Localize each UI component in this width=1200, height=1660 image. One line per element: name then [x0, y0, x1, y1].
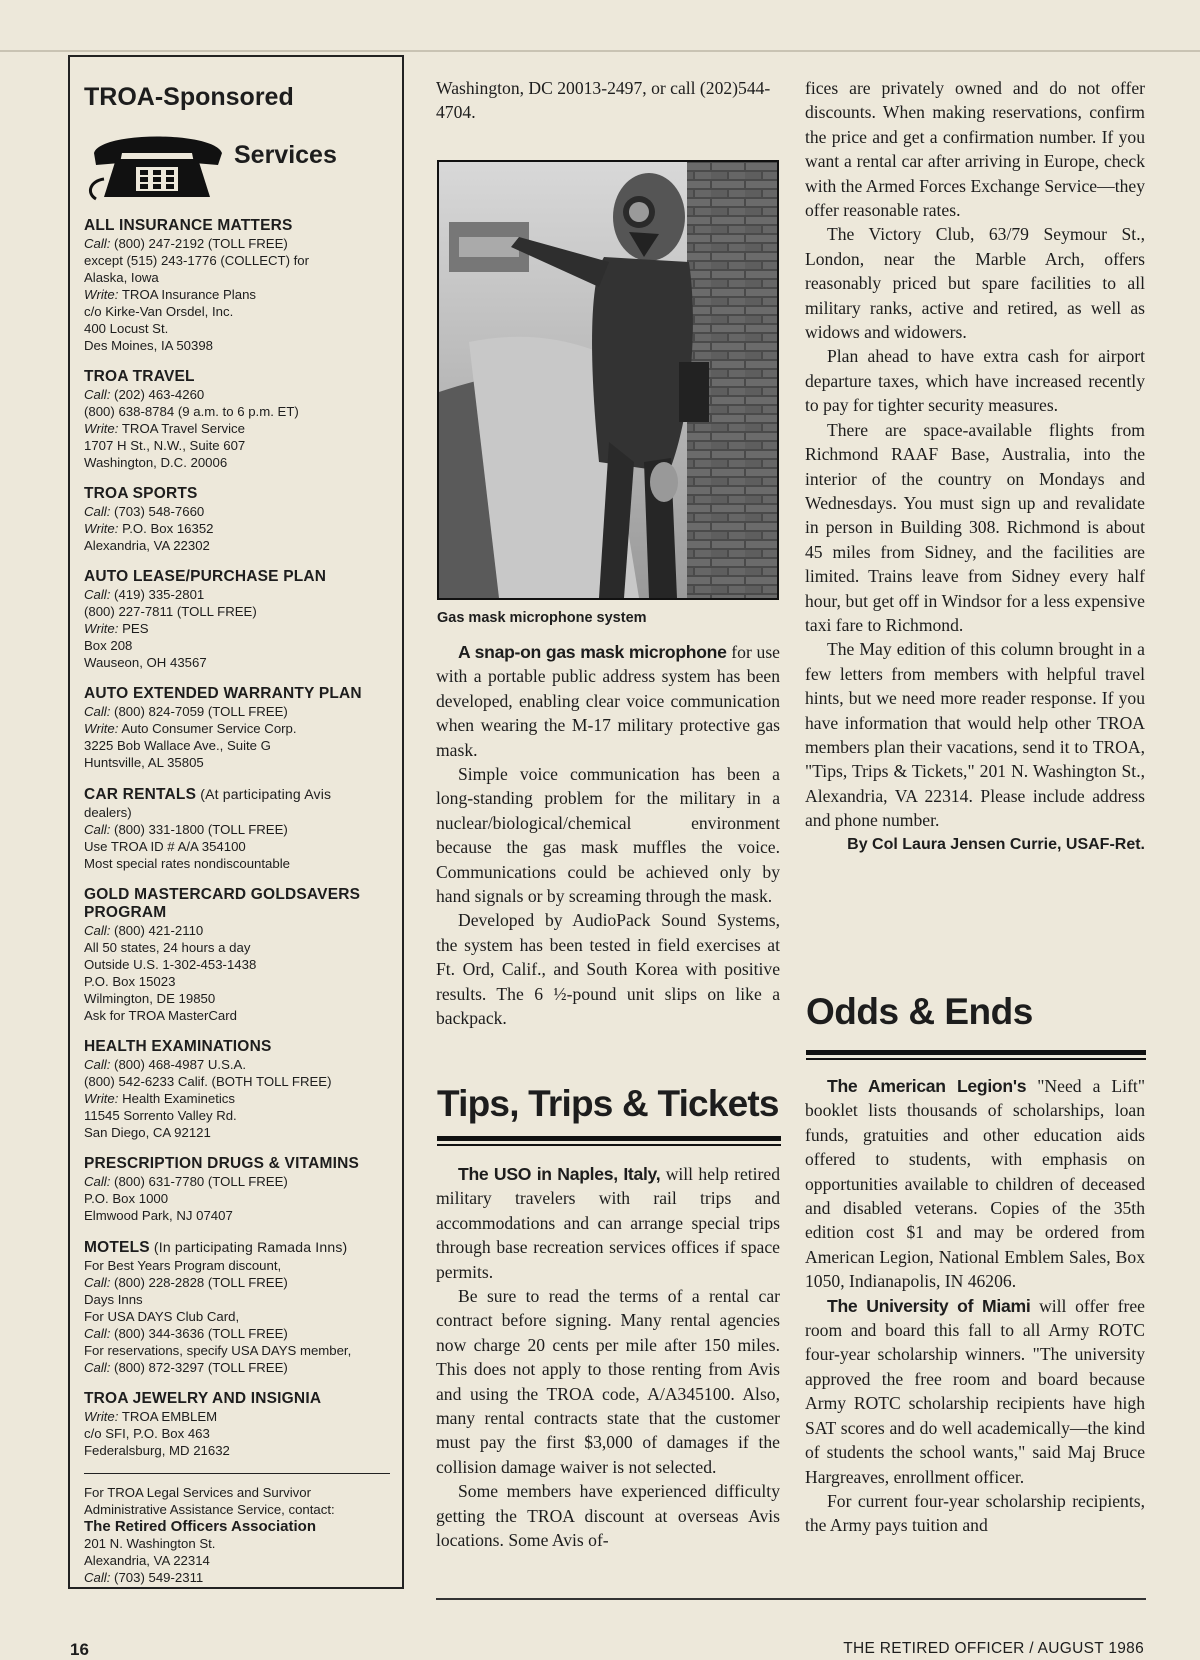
- top-rule: [0, 50, 1200, 52]
- legion-lead-in: The American Legion's: [827, 1076, 1027, 1096]
- odds-and-ends-heading: Odds & Ends: [806, 991, 1033, 1032]
- service-detail-text: P.O. Box 16352: [118, 521, 214, 536]
- service-detail-line: [84, 235, 390, 252]
- service-detail-line: [84, 420, 390, 437]
- service-detail-line: [84, 603, 390, 620]
- service-detail-line: [84, 1359, 390, 1376]
- service-entry: [84, 1238, 390, 1376]
- service-detail-line: [84, 720, 390, 737]
- service-detail-line: [84, 1425, 390, 1442]
- service-detail-text: 3225 Bob Wallace Ave., Suite G: [84, 738, 271, 753]
- services-list: [84, 217, 390, 1459]
- legal-address-line1: 201 N. Washington St.: [84, 1536, 216, 1551]
- service-entry: [84, 785, 390, 872]
- service-heading-text: CAR RENTALS: [84, 786, 197, 803]
- service-heading-text: AUTO EXTENDED WARRANTY PLAN: [84, 685, 362, 702]
- service-detail-text: Days Inns: [84, 1292, 143, 1307]
- service-detail-label: Call:: [84, 1360, 111, 1375]
- service-detail-text: (800) 331-1800 (TOLL FREE): [110, 822, 288, 837]
- service-detail-text: Federalsburg, MD 21632: [84, 1443, 230, 1458]
- service-detail-line: [84, 1173, 390, 1190]
- photo-caption: Gas mask microphone system: [437, 610, 647, 626]
- legal-call-number: (703) 549-2311: [110, 1570, 204, 1585]
- odds-article: [805, 1074, 1145, 1538]
- service-detail-line: [84, 1073, 390, 1090]
- service-detail-line: [84, 586, 390, 603]
- sponsored-services-box: [68, 55, 404, 1589]
- service-detail-label: Write:: [84, 421, 119, 436]
- service-detail-label: Call:: [84, 587, 111, 602]
- miami-lead-in: The University of Miami: [827, 1295, 1031, 1316]
- service-heading-note: (At participating Avis: [196, 786, 332, 802]
- legal-organization: The Retired Officers Association: [84, 1518, 317, 1535]
- page-number: 16: [70, 1640, 89, 1659]
- service-detail-line: [84, 737, 390, 754]
- victory-club-paragraph: The Victory Club, 63/79 Seymour St., London, near the Marble Arch, offers reasonably priced but spare facilities to all military ranks, active and retired, as well as widows and widowers.: [805, 224, 1145, 343]
- service-detail-text: TROA Travel Service: [118, 421, 245, 436]
- service-detail-text: Huntsville, AL 35805: [84, 755, 204, 770]
- service-detail-line: [84, 637, 390, 654]
- legal-intro-line1: For TROA Legal Services and Survivor: [84, 1485, 311, 1500]
- service-heading-text: HEALTH EXAMINATIONS: [84, 1038, 272, 1055]
- service-heading: [84, 568, 390, 586]
- service-detail-text: (800) 344-3636 (TOLL FREE): [110, 1326, 288, 1341]
- service-detail-label: Call:: [84, 1326, 111, 1341]
- service-detail-text: Use TROA ID # A/A 354100: [84, 839, 246, 854]
- service-detail-line: [84, 437, 390, 454]
- mic-paragraph-2: Simple voice communication has been a long-standing problem for the military in a nuclear/biological/chemical environment because the gas mask muffles the voice. Communications could be achieved only by hand signals or by screaming through the mask.: [436, 764, 780, 907]
- service-heading: [84, 685, 390, 703]
- service-detail-line: [84, 1056, 390, 1073]
- service-heading-text: TROA SPORTS: [84, 485, 198, 502]
- service-detail-line: [84, 520, 390, 537]
- service-detail-text: Auto Consumer Service Corp.: [118, 721, 297, 736]
- richmond-flights-paragraph: There are space-available flights from Richmond RAAF Base, Australia, into the interior of the country on Mondays and Wednesdays. You must sign up and revalidate in person in Building 308. Richmond is about 45 miles from Sidney, and the facilities are limited. Trains leave from Sidney every half hour, but get off in Windsor for a less expensive taxi fare to Richmond.: [805, 419, 1145, 635]
- service-detail-text: 400 Locust St.: [84, 321, 169, 336]
- service-detail-line: [84, 503, 390, 520]
- service-detail-text: P.O. Box 1000: [84, 1191, 169, 1206]
- service-detail-line: [84, 337, 390, 354]
- service-detail-text: 1707 H St., N.W., Suite 607: [84, 438, 246, 453]
- column-two-top: [436, 76, 780, 125]
- service-detail-line: [84, 1325, 390, 1342]
- tips-heading-rule-thick: [437, 1136, 781, 1141]
- service-detail-line: [84, 1408, 390, 1425]
- service-detail-text: San Diego, CA 92121: [84, 1125, 211, 1140]
- service-detail-line: [84, 1124, 390, 1141]
- gas-mask-photo-image: [439, 162, 777, 598]
- service-entry: [84, 217, 390, 354]
- tips-lead-in: The USO in Naples, Italy,: [458, 1164, 661, 1184]
- service-detail-line: [84, 855, 390, 872]
- column-three-top: [805, 76, 1145, 857]
- service-detail-label: Call:: [84, 1275, 111, 1290]
- service-heading-text: AUTO LEASE/PURCHASE PLAN: [84, 568, 327, 585]
- service-detail-text: (800) 542-6233 Calif. (BOTH TOLL FREE): [84, 1074, 332, 1089]
- service-detail-text: (800) 228-2828 (TOLL FREE): [110, 1275, 288, 1290]
- legal-intro-line2: Administrative Assistance Service, contact:: [84, 1502, 335, 1517]
- tips-heading-rule-thin: [437, 1144, 781, 1146]
- tips-continued-paragraph: fices are privately owned and do not offer discounts. When making reservations, confirm the price and get a confirmation number. If you want a rental car after arriving in Europe, check with the Armed Forces Exchange Service—they offer reasonable rates.: [805, 78, 1145, 221]
- service-detail-text: Box 208: [84, 638, 133, 653]
- service-detail-text: c/o Kirke-Van Orsdel, Inc.: [84, 304, 234, 319]
- service-detail-text: All 50 states, 24 hours a day: [84, 940, 251, 955]
- service-detail-label: Call:: [84, 504, 111, 519]
- service-detail-text: 11545 Sorrento Valley Rd.: [84, 1108, 237, 1123]
- service-detail-line: [84, 1274, 390, 1291]
- service-heading: [84, 1390, 390, 1408]
- service-heading: [84, 368, 390, 386]
- tips-trips-tickets-heading: Tips, Trips & Tickets: [437, 1083, 779, 1124]
- service-detail-text: c/o SFI, P.O. Box 463: [84, 1426, 210, 1441]
- service-detail-text: Wilmington, DE 19850: [84, 991, 216, 1006]
- service-detail-label: Write:: [84, 721, 119, 736]
- mic-paragraph-3: Developed by AudioPack Sound Systems, the system has been tested in field exercises at Ft. Ord, Calif., and South Korea with positive results. The 6 ½-pound unit slips on like a backpack.: [436, 910, 780, 1029]
- sidebar-title-line1: TROA-Sponsored: [84, 83, 294, 111]
- service-detail-line: [84, 286, 390, 303]
- service-heading-text: MOTELS: [84, 1239, 150, 1256]
- odds-heading-rule-thick: [806, 1050, 1146, 1055]
- service-detail-line: [84, 1207, 390, 1224]
- service-detail-label: Call:: [84, 822, 111, 837]
- telephone-icon: [86, 119, 228, 201]
- service-detail-text: Ask for TROA MasterCard: [84, 1008, 237, 1023]
- service-detail-label: Call:: [84, 236, 111, 251]
- service-detail-label: Write:: [84, 521, 119, 536]
- service-detail-text: Alaska, Iowa: [84, 270, 159, 285]
- service-detail-text: (800) 421-2110: [110, 923, 204, 938]
- service-detail-text: (800) 824-7059 (TOLL FREE): [110, 704, 288, 719]
- service-detail-line: [84, 1442, 390, 1459]
- mic-paragraph-1-text: for use with a portable public address system has been developed, enabling clear voice communication when wearing the M-17 military protective gas mask.: [436, 642, 780, 760]
- service-detail-line: [84, 1190, 390, 1207]
- service-heading: [84, 1038, 390, 1056]
- service-detail-text: Wauseon, OH 43567: [84, 655, 207, 670]
- service-heading-text: TROA JEWELRY AND INSIGNIA: [84, 1390, 322, 1407]
- service-heading: [84, 1238, 390, 1257]
- service-entry: [84, 368, 390, 471]
- service-entry: [84, 485, 390, 554]
- service-detail-line: [84, 454, 390, 471]
- service-detail-label: Call:: [84, 704, 111, 719]
- service-heading: [84, 217, 390, 235]
- publication-footer: THE RETIRED OFFICER / AUGUST 1986: [843, 1640, 1144, 1657]
- service-detail-line: [84, 922, 390, 939]
- service-detail-label: Write:: [84, 1409, 119, 1424]
- service-detail-text: P.O. Box 15023: [84, 974, 176, 989]
- sidebar-divider: [84, 1473, 390, 1474]
- service-detail-label: Write:: [84, 621, 119, 636]
- service-detail-line: [84, 838, 390, 855]
- service-detail-text: TROA EMBLEM: [118, 1409, 218, 1424]
- service-entry: [84, 568, 390, 671]
- service-detail-text: (800) 872-3297 (TOLL FREE): [110, 1360, 288, 1375]
- service-detail-line: [84, 703, 390, 720]
- service-detail-text: (800) 468-4987 U.S.A.: [110, 1057, 247, 1072]
- rotc-paragraph: For current four-year scholarship recipients, the Army pays tuition and: [805, 1490, 1145, 1536]
- tips-paragraph-1: [436, 1162, 780, 1284]
- service-detail-line: [84, 754, 390, 771]
- service-heading-text: TROA TRAVEL: [84, 368, 195, 385]
- tips-paragraph-3: Some members have experienced difficulty getting the TROA discount at overseas Avis locations. Some Avis of-: [436, 1481, 780, 1551]
- service-entry: [84, 886, 390, 1024]
- service-detail-line: [84, 973, 390, 990]
- tips-paragraph-2: Be sure to read the terms of a rental car contract before signing. Many rental agencies now charge 20 cents per mile after 150 miles. This does not apply to those renting from Avis and using the TROA code, A/A345100. Also, many rental contracts state that the customer must pay the first $3,000 of damages if the collision damage waiver is not selected.: [436, 1286, 780, 1477]
- service-detail-line: [84, 1291, 390, 1308]
- footer-rule: [436, 1598, 1146, 1600]
- legal-phone: [84, 1569, 390, 1586]
- legal-services-contact: [84, 1484, 390, 1586]
- service-detail-line: [84, 386, 390, 403]
- service-detail-line: [84, 620, 390, 637]
- service-entry: [84, 1390, 390, 1459]
- service-detail-text: (800) 631-7780 (TOLL FREE): [110, 1174, 288, 1189]
- service-detail-text: (202) 463-4260: [110, 387, 205, 402]
- service-heading-text: GOLD MASTERCARD GOLDSAVERS PROGRAM: [84, 886, 361, 921]
- gas-mask-photo: [437, 160, 779, 600]
- sidebar-header: [84, 83, 390, 203]
- service-detail-line: [84, 1308, 390, 1325]
- service-detail-text: (419) 335-2801: [110, 587, 205, 602]
- service-detail-text: (800) 227-7811 (TOLL FREE): [84, 604, 257, 619]
- service-detail-text: Most special rates nondiscountable: [84, 856, 290, 871]
- service-detail-label: Write:: [84, 287, 119, 302]
- service-detail-line: [84, 303, 390, 320]
- service-detail-text: Washington, D.C. 20006: [84, 455, 228, 470]
- service-entry: [84, 1155, 390, 1224]
- service-detail-line: [84, 956, 390, 973]
- service-heading-text: ALL INSURANCE MATTERS: [84, 217, 293, 234]
- odds-heading-rule-thin: [806, 1058, 1146, 1060]
- service-detail-line: [84, 269, 390, 286]
- author-byline: By Col Laura Jensen Currie, USAF-Ret.: [847, 835, 1145, 853]
- service-detail-line: [84, 804, 390, 821]
- service-detail-line: [84, 1007, 390, 1024]
- service-detail-line: [84, 403, 390, 420]
- service-detail-label: Call:: [84, 923, 111, 938]
- service-heading: [84, 1155, 390, 1173]
- column-two-intro: Washington, DC 20013-2497, or call (202)544-4704.: [436, 78, 771, 123]
- service-entry: [84, 685, 390, 771]
- service-detail-line: [84, 1107, 390, 1124]
- legion-paragraph-text: "Need a Lift" booklet lists thousands of scholarships, loan funds, gratuities and other education aids offered to students, with emphasis on opportunities available to children of deceased and disabled veterans. Copies of the 35th edition cost $1 and may be ordered from American Legion, National Emblem Sales, Box 1050, Indianapolis, IN 46206.: [805, 1076, 1145, 1292]
- legal-call-label: Call:: [84, 1570, 111, 1585]
- mic-paragraph-1: [436, 640, 780, 762]
- service-detail-text: (800) 638-8784 (9 a.m. to 6 p.m. ET): [84, 404, 299, 419]
- service-detail-line: [84, 990, 390, 1007]
- tips-paragraph-1-text: will help retired military travelers with rail trips and accommodations and can arrange special trips through base recreation services offices if space permits.: [436, 1164, 780, 1282]
- reader-response-paragraph: The May edition of this column brought in a few letters from members with helpful travel hints, but we need more reader response. If you have information that would help other TROA members plan their vacations, send it to TROA, "Tips, Trips & Tickets," 201 N. Washington St., Alexandria, VA 22314. Please include address and phone number.: [805, 639, 1145, 831]
- service-detail-text: (703) 548-7660: [110, 504, 205, 519]
- miami-paragraph: [805, 1294, 1145, 1489]
- service-detail-text: Outside U.S. 1-302-453-1438: [84, 957, 257, 972]
- service-detail-text: PES: [118, 621, 149, 636]
- miami-paragraph-text: will offer free room and board this fall to all Army ROTC four-year scholarship winners. "The university approved the free room and board because Army ROTC scholarship recipients have high SAT scores and do well academically—the kind of students the school wants," said Maj Bruce Hargreaves, enrollment officer.: [805, 1295, 1145, 1487]
- service-heading-note: (In participating Ramada Inns): [149, 1239, 348, 1255]
- service-detail-label: Call:: [84, 1174, 111, 1189]
- sidebar-title-line2: Services: [234, 141, 337, 169]
- service-heading: [84, 485, 390, 503]
- service-detail-text: Elmwood Park, NJ 07407: [84, 1208, 233, 1223]
- service-detail-text: except (515) 243-1776 (COLLECT) for: [84, 253, 310, 268]
- service-detail-text: Alexandria, VA 22302: [84, 538, 210, 553]
- service-heading: [84, 785, 390, 804]
- service-detail-text: Des Moines, IA 50398: [84, 338, 214, 353]
- service-detail-label: Write:: [84, 1091, 119, 1106]
- service-detail-label: Call:: [84, 1057, 111, 1072]
- service-detail-text: For reservations, specify USA DAYS member,: [84, 1343, 352, 1358]
- service-detail-text: For Best Years Program discount,: [84, 1258, 282, 1273]
- service-entry: [84, 1038, 390, 1141]
- service-detail-line: [84, 821, 390, 838]
- service-detail-text: For USA DAYS Club Card,: [84, 1309, 240, 1324]
- service-detail-line: [84, 1257, 390, 1274]
- service-detail-label: Call:: [84, 387, 111, 402]
- service-detail-line: [84, 252, 390, 269]
- service-detail-line: [84, 1342, 390, 1359]
- service-detail-text: (800) 247-2192 (TOLL FREE): [110, 236, 288, 251]
- mic-lead-in: A snap-on gas mask microphone: [458, 642, 727, 662]
- service-heading: [84, 886, 390, 922]
- service-detail-line: [84, 654, 390, 671]
- legion-paragraph: [805, 1074, 1145, 1294]
- service-detail-text: dealers): [84, 805, 132, 820]
- tips-article: [436, 1162, 780, 1553]
- service-detail-line: [84, 320, 390, 337]
- departure-tax-paragraph: Plan ahead to have extra cash for airport departure taxes, which have increased recently to pay for tighter security measures.: [805, 346, 1145, 416]
- column-two-article: [436, 640, 780, 1031]
- service-detail-line: [84, 939, 390, 956]
- legal-address-line2: Alexandria, VA 22314: [84, 1553, 210, 1568]
- service-detail-line: [84, 537, 390, 554]
- service-heading-text: PRESCRIPTION DRUGS & VITAMINS: [84, 1155, 360, 1172]
- service-detail-text: TROA Insurance Plans: [118, 287, 256, 302]
- service-detail-text: Health Examinetics: [118, 1091, 235, 1106]
- service-detail-line: [84, 1090, 390, 1107]
